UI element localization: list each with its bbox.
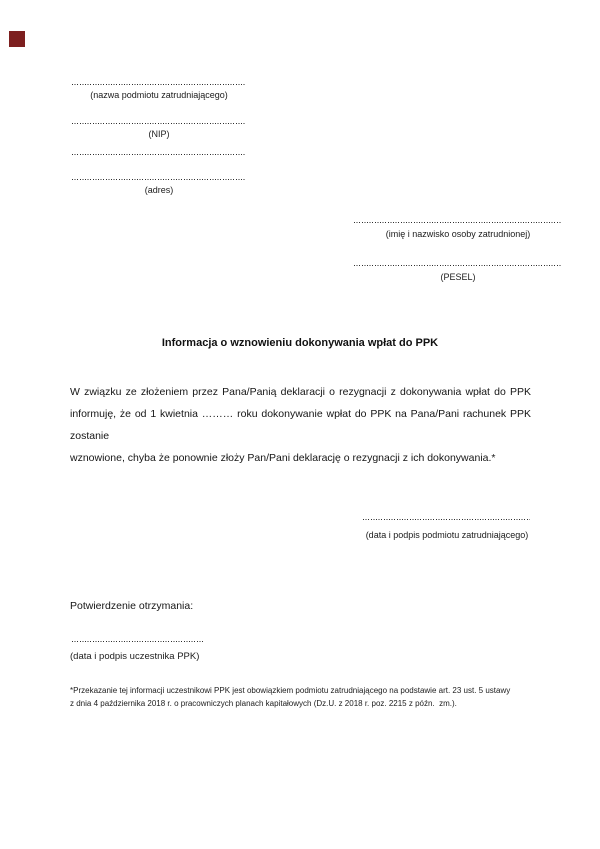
employer-address-label: (adres): [144, 185, 174, 195]
footnote-line: *Przekazanie tej informacji uczestnikowi PPK jest obowiązkiem podmiotu zatrudniającego na podstawie art. 23 ust. 5 ustawy: [70, 686, 511, 695]
employer-signature-label: (data i podpis podmiotu zatrudniającego): [365, 530, 529, 540]
employee-name-label: (imię i nazwisko osoby zatrudnionej): [385, 229, 531, 239]
participant-signature-line: [72, 641, 203, 642]
employer-name-label: (nazwa podmiotu zatrudniającego): [90, 90, 228, 100]
body-line: wznowione, chyba że ponownie złoży Pan/Pani deklarację o rezygnacji z ich dokonywania.*: [70, 452, 496, 464]
employer-name-line: [72, 84, 246, 85]
employer-address-line-2: [72, 179, 246, 180]
confirmation-heading: Potwierdzenie otrzymania:: [70, 600, 194, 612]
body-line: W związku ze złożeniem przez Pana/Panią deklaracji o rezygnacji z dokonywania wpłat do PPK: [70, 386, 531, 398]
employer-address-line-1: [72, 154, 246, 155]
red-corner-marker: [9, 31, 25, 47]
employee-pesel-label: (PESEL): [440, 272, 476, 282]
body-paragraph: [70, 381, 531, 469]
employee-name-line: [354, 222, 562, 223]
document-title: Informacja o wznowieniu dokonywania wpłat do PPK: [161, 337, 439, 349]
employer-nip-line: [72, 123, 246, 124]
employee-pesel-line: [354, 265, 562, 266]
employer-nip-label: (NIP): [148, 129, 170, 139]
participant-signature-label: (data i podpis uczestnika PPK): [70, 651, 200, 662]
footnote-line: z dnia 4 października 2018 r. o pracowniczych planach kapitałowych (Dz.U. z 2018 r. poz. 2215 z późn. zm.).: [70, 699, 457, 708]
employer-signature-line: [363, 519, 530, 520]
body-line: informuję, że od 1 kwietnia ……… roku dokonywanie wpłat do PPK na Pana/Pani rachunek PPK zostanie: [70, 408, 531, 442]
footnote: [70, 684, 540, 710]
